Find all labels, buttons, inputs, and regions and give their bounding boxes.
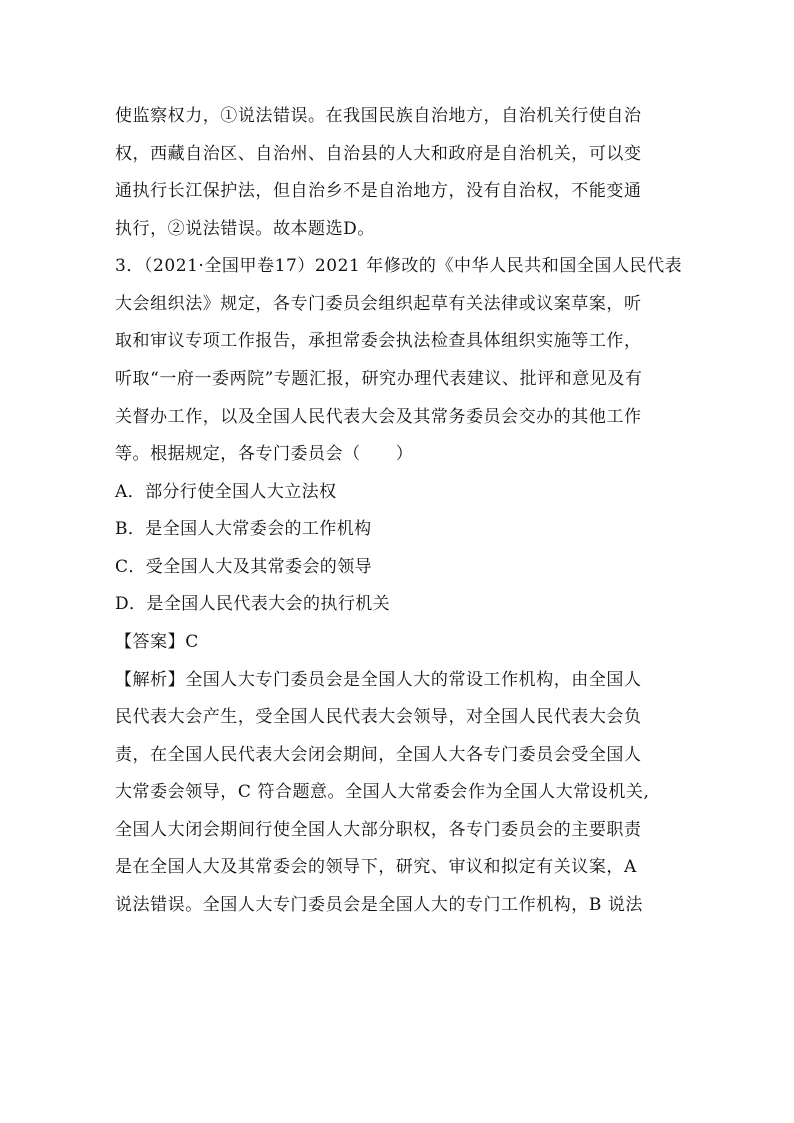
question-stem-line: 取和审议专项工作报告，承担常委会执法检查具体组织实施等工作， [115, 331, 642, 351]
analysis-line: 大常委会领导，C 符合题意。全国人大常委会作为全国人大常设机关, [115, 782, 650, 802]
question-stem-line: 大会组织法》规定，各专门委员会组织起草有关法律或议案草案，听 [115, 294, 642, 314]
option-b: B．是全国人大常委会的工作机构 [115, 519, 372, 539]
option-a: A．部分行使全国人大立法权 [115, 482, 337, 502]
option-c: C．受全国人大及其常委会的领导 [115, 557, 373, 577]
question-stem-line: 关督办工作，以及全国人民代表大会及其常务委员会交办的其他工作 [115, 407, 642, 427]
option-d: D．是全国人民代表大会的执行机关 [115, 594, 391, 614]
analysis-line: 【解析】全国人大专门委员会是全国人大的常设工作机构，由全国人 [115, 670, 642, 690]
question-stem-line: 3．（2021·全国甲卷17）2021 年修改的《中华人民共和国全国人民代表 [115, 256, 683, 276]
analysis-line: 说法错误。全国人大专门委员会是全国人大的专门工作机构，B 说法 [115, 895, 643, 915]
analysis-line: 责，在全国人民代表大会闭会期间，全国人大各专门委员会受全国人 [115, 745, 642, 765]
text-line: 权，西藏自治区、自治州、自治县的人大和政府是自治机关，可以变 [115, 144, 642, 164]
analysis-line: 民代表大会产生，受全国人民代表大会领导，对全国人民代表大会负 [115, 707, 642, 727]
text-line: 使监察权力，①说法错误。在我国民族自治地方，自治机关行使自治 [115, 106, 642, 126]
answer-line: 【答案】C [115, 632, 199, 652]
analysis-line: 是在全国人大及其常委会的领导下，研究、审议和拟定有关议案，A [115, 857, 637, 877]
text-line: 通执行长江保护法，但自治乡不是自治地方，没有自治权，不能变通 [115, 181, 642, 201]
analysis-line: 全国人大闭会期间行使全国人大部分职权，各专门委员会的主要职责 [115, 820, 642, 840]
question-stem-line: 等。根据规定，各专门委员会（ ） [115, 444, 414, 464]
question-stem-line: 听取“一府一委两院”专题汇报，研究办理代表建议、批评和意见及有 [115, 369, 643, 389]
text-line: 执行，②说法错误。故本题选D。 [115, 219, 375, 239]
